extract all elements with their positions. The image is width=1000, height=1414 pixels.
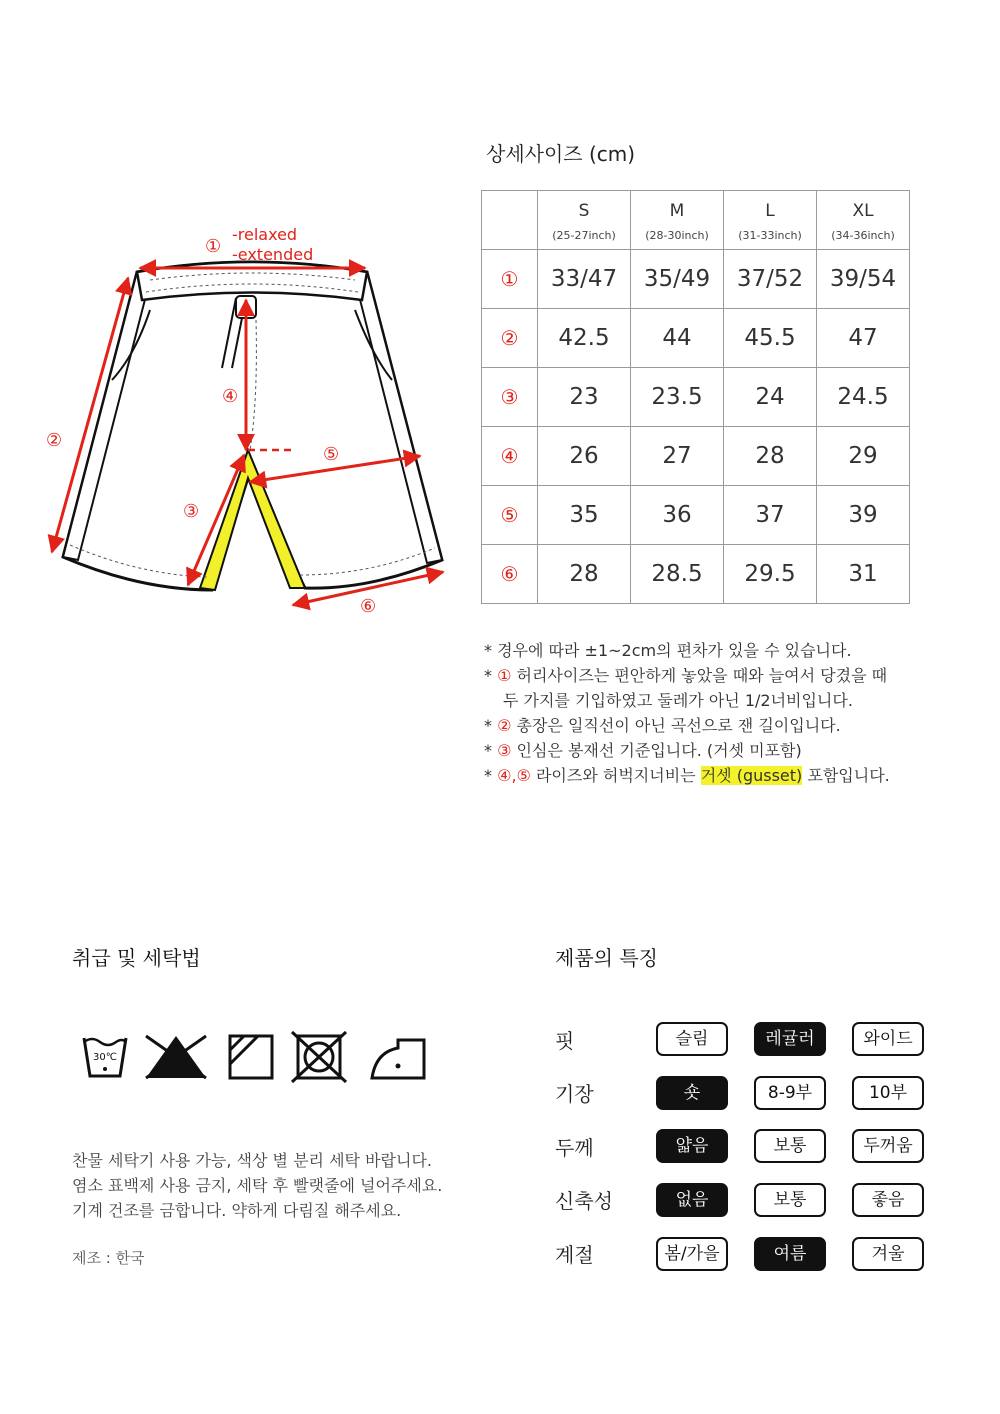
made-in-label: 제조 : 한국 <box>72 1249 145 1267</box>
care-line: 염소 표백제 사용 금지, 세탁 후 빨랫줄에 널어주세요. <box>72 1176 443 1195</box>
no-tumble-dry-icon <box>292 1032 346 1082</box>
thickness-normal-chip: 보통 <box>754 1129 826 1163</box>
note-line: * ④,⑤ 라이즈와 허벅지너비는 거셋 (gusset) 포함입니다. <box>484 766 890 785</box>
table-row: ③ 23 23.5 24 24.5 <box>482 368 910 427</box>
header-cell: L (31-33inch) <box>724 191 817 250</box>
stretch-none-chip: 없음 <box>656 1183 728 1217</box>
stretch-good-chip: 좋음 <box>852 1183 924 1217</box>
header-cell: M (28-30inch) <box>631 191 724 250</box>
feature-label-thickness: 두께 <box>555 1136 594 1160</box>
no-bleach-icon <box>146 1036 206 1078</box>
care-icons <box>80 1030 430 1086</box>
header-cell: S (25-27inch) <box>538 191 631 250</box>
care-title: 취급 및 세탁법 <box>72 946 201 970</box>
shorts-diagram <box>0 200 480 630</box>
fit-regular-chip: 레귤러 <box>754 1022 826 1056</box>
features-title: 제품의 특징 <box>555 946 658 970</box>
season-winter-chip: 겨울 <box>852 1237 924 1271</box>
fit-slim-chip: 슬림 <box>656 1022 728 1056</box>
gusset-highlight-text: 거셋 (gusset) <box>700 766 803 785</box>
thickness-thin-chip: 얇음 <box>656 1129 728 1163</box>
length-10-chip: 10부 <box>852 1076 924 1110</box>
header-cell: XL (34-36inch) <box>817 191 910 250</box>
note-line: * ③ 인심은 봉재선 기준입니다. (거셋 미포함) <box>484 741 802 760</box>
table-row: ② 42.5 44 45.5 47 <box>482 309 910 368</box>
stretch-normal-chip: 보통 <box>754 1183 826 1217</box>
table-row: ① 33/47 35/49 37/52 39/54 <box>482 250 910 309</box>
marker-1: ① <box>205 236 222 257</box>
size-chart-title: 상세사이즈 (cm) <box>486 142 636 166</box>
feature-label-season: 계절 <box>555 1243 594 1267</box>
length-short-chip: 숏 <box>656 1076 728 1110</box>
dry-in-shade-icon <box>230 1036 272 1078</box>
care-line: 찬물 세탁기 사용 가능, 색상 별 분리 세탁 바랍니다. <box>72 1151 432 1170</box>
size-notes <box>484 638 890 788</box>
label-extended: -extended <box>232 245 314 264</box>
care-instructions <box>72 1148 442 1223</box>
feature-label-fit: 핏 <box>555 1029 575 1053</box>
marker-6: ⑥ <box>360 596 377 617</box>
length-8-9-chip: 8-9부 <box>754 1076 826 1110</box>
iron-low-icon <box>372 1040 424 1078</box>
label-relaxed: -relaxed <box>232 225 298 244</box>
wash-30-icon <box>84 1038 126 1076</box>
fit-wide-chip: 와이드 <box>852 1022 924 1056</box>
table-header-row <box>482 191 910 250</box>
care-line: 기계 건조를 금합니다. 약하게 다림질 해주세요. <box>72 1201 402 1220</box>
table-row: ⑤ 35 36 37 39 <box>482 486 910 545</box>
feature-label-stretch: 신축성 <box>555 1189 613 1213</box>
table-row: ④ 26 27 28 29 <box>482 427 910 486</box>
size-table <box>481 190 910 604</box>
marker-3: ③ <box>183 501 200 522</box>
table-row: ⑥ 28 28.5 29.5 31 <box>482 545 910 604</box>
marker-5: ⑤ <box>323 444 340 465</box>
note-line: 두 가지를 기입하였고 둘레가 아닌 1/2너비입니다. <box>503 691 853 710</box>
feature-label-length: 기장 <box>555 1082 594 1106</box>
note-line: * ① 허리사이즈는 편안하게 놓았을 때와 늘여서 당겼을 때 <box>484 666 888 685</box>
season-summer-chip: 여름 <box>754 1237 826 1271</box>
marker-2: ② <box>46 430 63 451</box>
season-spring-fall-chip: 봄/가을 <box>656 1237 728 1271</box>
note-line: * ② 총장은 일직선이 아닌 곡선으로 잰 길이입니다. <box>484 716 841 735</box>
thickness-thick-chip: 두꺼움 <box>852 1129 924 1163</box>
svg-text:30℃: 30℃ <box>93 1052 117 1063</box>
note-line: * 경우에 따라 ±1~2cm의 편차가 있을 수 있습니다. <box>484 641 852 660</box>
marker-4: ④ <box>222 386 239 407</box>
